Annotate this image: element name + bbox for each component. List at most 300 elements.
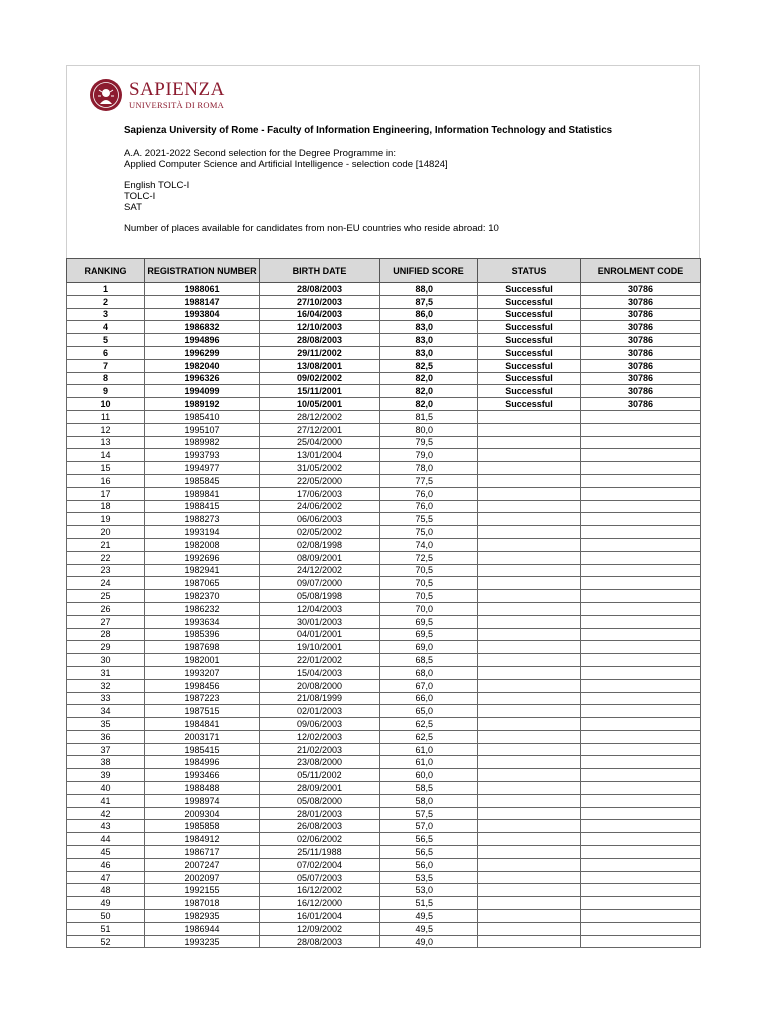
- cell-enrolment-code: [581, 564, 701, 577]
- cell-status: [478, 756, 581, 769]
- cell-unified-score: 57,0: [380, 820, 478, 833]
- cell-ranking: 19: [67, 513, 145, 526]
- cell-birth-date: 13/01/2004: [260, 449, 380, 462]
- cell-ranking: 9: [67, 385, 145, 398]
- cell-enrolment-code: [581, 654, 701, 667]
- cell-registration-number: 1989841: [145, 487, 260, 500]
- cell-birth-date: 12/10/2003: [260, 321, 380, 334]
- cell-birth-date: 27/12/2001: [260, 423, 380, 436]
- cell-status: [478, 935, 581, 948]
- cell-unified-score: 70,5: [380, 564, 478, 577]
- cell-unified-score: 83,0: [380, 334, 478, 347]
- cell-enrolment-code: [581, 487, 701, 500]
- table-row: [67, 346, 701, 359]
- cell-status: [478, 423, 581, 436]
- cell-ranking: 13: [67, 436, 145, 449]
- cell-birth-date: 24/06/2002: [260, 500, 380, 513]
- cell-ranking: 3: [67, 308, 145, 321]
- cell-unified-score: 82,0: [380, 372, 478, 385]
- table-row: [67, 321, 701, 334]
- cell-enrolment-code: [581, 820, 701, 833]
- table-row: [67, 679, 701, 692]
- table-row: [67, 526, 701, 539]
- cell-birth-date: 27/10/2003: [260, 295, 380, 308]
- cell-ranking: 25: [67, 590, 145, 603]
- cell-enrolment-code: 30786: [581, 334, 701, 347]
- cell-enrolment-code: [581, 705, 701, 718]
- cell-ranking: 44: [67, 833, 145, 846]
- cell-birth-date: 23/08/2000: [260, 756, 380, 769]
- cell-birth-date: 26/08/2003: [260, 820, 380, 833]
- cell-birth-date: 12/04/2003: [260, 602, 380, 615]
- cell-unified-score: 82,0: [380, 385, 478, 398]
- cell-enrolment-code: [581, 666, 701, 679]
- cell-unified-score: 49,0: [380, 935, 478, 948]
- cell-unified-score: 87,5: [380, 295, 478, 308]
- cell-enrolment-code: [581, 577, 701, 590]
- cell-ranking: 52: [67, 935, 145, 948]
- table-row: [67, 372, 701, 385]
- cell-unified-score: 49,5: [380, 922, 478, 935]
- cell-ranking: 37: [67, 743, 145, 756]
- cell-registration-number: 1984996: [145, 756, 260, 769]
- cell-enrolment-code: 30786: [581, 372, 701, 385]
- cell-status: [478, 884, 581, 897]
- col-ranking: RANKING: [67, 259, 145, 283]
- table-row: [67, 474, 701, 487]
- cell-enrolment-code: [581, 538, 701, 551]
- cell-status: [478, 590, 581, 603]
- cell-unified-score: 75,0: [380, 526, 478, 539]
- table-row: [67, 692, 701, 705]
- logo-name: SAPIENZA: [129, 79, 225, 100]
- cell-status: [478, 794, 581, 807]
- cell-registration-number: 1993466: [145, 769, 260, 782]
- cell-ranking: 34: [67, 705, 145, 718]
- cell-registration-number: 1998974: [145, 794, 260, 807]
- cell-status: [478, 910, 581, 923]
- cell-ranking: 36: [67, 730, 145, 743]
- cell-unified-score: 56,5: [380, 846, 478, 859]
- cell-status: Successful: [478, 359, 581, 372]
- cell-birth-date: 12/02/2003: [260, 730, 380, 743]
- cell-birth-date: 16/12/2002: [260, 884, 380, 897]
- cell-ranking: 28: [67, 628, 145, 641]
- table-row: [67, 359, 701, 372]
- cell-ranking: 12: [67, 423, 145, 436]
- cell-unified-score: 56,5: [380, 833, 478, 846]
- cell-status: Successful: [478, 346, 581, 359]
- cell-birth-date: 09/07/2000: [260, 577, 380, 590]
- cell-registration-number: 1985858: [145, 820, 260, 833]
- cell-birth-date: 28/08/2003: [260, 935, 380, 948]
- cell-unified-score: 53,5: [380, 871, 478, 884]
- cell-birth-date: 02/08/1998: [260, 538, 380, 551]
- cell-unified-score: 88,0: [380, 283, 478, 296]
- cell-unified-score: 70,5: [380, 577, 478, 590]
- cell-unified-score: 82,5: [380, 359, 478, 372]
- cell-ranking: 4: [67, 321, 145, 334]
- cell-ranking: 21: [67, 538, 145, 551]
- cell-unified-score: 68,0: [380, 666, 478, 679]
- table-row: [67, 513, 701, 526]
- cell-status: [478, 449, 581, 462]
- cell-enrolment-code: [581, 513, 701, 526]
- cell-registration-number: 1993804: [145, 308, 260, 321]
- cell-unified-score: 67,0: [380, 679, 478, 692]
- cell-registration-number: 1986944: [145, 922, 260, 935]
- cell-status: Successful: [478, 308, 581, 321]
- cell-registration-number: 1993207: [145, 666, 260, 679]
- cell-enrolment-code: [581, 462, 701, 475]
- cell-birth-date: 17/06/2003: [260, 487, 380, 500]
- cell-birth-date: 04/01/2001: [260, 628, 380, 641]
- table-row: [67, 295, 701, 308]
- cell-registration-number: 1996326: [145, 372, 260, 385]
- cell-status: [478, 743, 581, 756]
- cell-status: [478, 679, 581, 692]
- cell-ranking: 18: [67, 500, 145, 513]
- cell-unified-score: 76,0: [380, 487, 478, 500]
- cell-ranking: 24: [67, 577, 145, 590]
- cell-status: [478, 730, 581, 743]
- cell-unified-score: 53,0: [380, 884, 478, 897]
- cell-enrolment-code: 30786: [581, 359, 701, 372]
- cell-unified-score: 70,5: [380, 590, 478, 603]
- table-body: [67, 283, 701, 948]
- cell-enrolment-code: [581, 436, 701, 449]
- cell-unified-score: 86,0: [380, 308, 478, 321]
- cell-unified-score: 72,5: [380, 551, 478, 564]
- cell-ranking: 15: [67, 462, 145, 475]
- cell-ranking: 32: [67, 679, 145, 692]
- cell-registration-number: 1987065: [145, 577, 260, 590]
- cell-registration-number: 1989192: [145, 398, 260, 411]
- cell-ranking: 41: [67, 794, 145, 807]
- cell-birth-date: 12/09/2002: [260, 922, 380, 935]
- cell-birth-date: 25/04/2000: [260, 436, 380, 449]
- cell-status: [478, 692, 581, 705]
- table-row: [67, 449, 701, 462]
- cell-ranking: 51: [67, 922, 145, 935]
- cell-registration-number: 1982008: [145, 538, 260, 551]
- cell-unified-score: 51,5: [380, 897, 478, 910]
- cell-registration-number: 1996299: [145, 346, 260, 359]
- cell-unified-score: 81,5: [380, 410, 478, 423]
- table-row: [67, 807, 701, 820]
- cell-unified-score: 56,0: [380, 858, 478, 871]
- cell-status: [478, 922, 581, 935]
- cell-status: Successful: [478, 398, 581, 411]
- cell-registration-number: 1985415: [145, 743, 260, 756]
- cell-status: [478, 846, 581, 859]
- cell-birth-date: 08/09/2001: [260, 551, 380, 564]
- cell-registration-number: 1986232: [145, 602, 260, 615]
- cell-ranking: 43: [67, 820, 145, 833]
- cell-unified-score: 61,0: [380, 743, 478, 756]
- cell-registration-number: 1994099: [145, 385, 260, 398]
- cell-registration-number: 1987515: [145, 705, 260, 718]
- cell-status: [478, 858, 581, 871]
- cell-birth-date: 16/12/2000: [260, 897, 380, 910]
- cell-status: [478, 513, 581, 526]
- cell-birth-date: 05/07/2003: [260, 871, 380, 884]
- cell-status: Successful: [478, 372, 581, 385]
- cell-enrolment-code: [581, 692, 701, 705]
- cell-birth-date: 05/11/2002: [260, 769, 380, 782]
- cell-birth-date: 25/11/1988: [260, 846, 380, 859]
- table-row: [67, 423, 701, 436]
- table-row: [67, 564, 701, 577]
- table-row: [67, 334, 701, 347]
- cell-enrolment-code: [581, 641, 701, 654]
- cell-enrolment-code: [581, 526, 701, 539]
- cell-birth-date: 15/04/2003: [260, 666, 380, 679]
- cell-status: [478, 718, 581, 731]
- table-row: [67, 794, 701, 807]
- cell-status: Successful: [478, 321, 581, 334]
- test-sat: SAT: [124, 202, 142, 213]
- cell-status: [478, 782, 581, 795]
- cell-registration-number: 1993194: [145, 526, 260, 539]
- cell-status: [478, 526, 581, 539]
- cell-ranking: 29: [67, 641, 145, 654]
- table-row: [67, 705, 701, 718]
- cell-registration-number: 1982935: [145, 910, 260, 923]
- cell-unified-score: 78,0: [380, 462, 478, 475]
- cell-registration-number: 2007247: [145, 858, 260, 871]
- table-row: [67, 730, 701, 743]
- cell-ranking: 2: [67, 295, 145, 308]
- cell-registration-number: 1988415: [145, 500, 260, 513]
- table-row: [67, 487, 701, 500]
- col-registration-number: REGISTRATION NUMBER: [145, 259, 260, 283]
- cell-registration-number: 1994896: [145, 334, 260, 347]
- table-row: [67, 743, 701, 756]
- table-row: [67, 769, 701, 782]
- test-english-tolc: English TOLC-I: [124, 180, 190, 191]
- cell-status: [478, 820, 581, 833]
- logo-subtitle: UNIVERSITÀ DI ROMA: [129, 100, 225, 110]
- cell-enrolment-code: [581, 423, 701, 436]
- cell-enrolment-code: [581, 449, 701, 462]
- table-row: [67, 538, 701, 551]
- cell-ranking: 22: [67, 551, 145, 564]
- cell-birth-date: 29/11/2002: [260, 346, 380, 359]
- test-tolc: TOLC-I: [124, 191, 156, 202]
- cell-registration-number: 1985410: [145, 410, 260, 423]
- cell-enrolment-code: [581, 782, 701, 795]
- cell-enrolment-code: [581, 679, 701, 692]
- cell-status: [478, 871, 581, 884]
- ranking-table: [66, 258, 701, 948]
- cell-registration-number: 1982001: [145, 654, 260, 667]
- cell-birth-date: 07/02/2004: [260, 858, 380, 871]
- cell-registration-number: 2009304: [145, 807, 260, 820]
- cell-ranking: 35: [67, 718, 145, 731]
- cell-enrolment-code: 30786: [581, 321, 701, 334]
- cell-enrolment-code: [581, 897, 701, 910]
- cell-registration-number: 1987223: [145, 692, 260, 705]
- cell-ranking: 11: [67, 410, 145, 423]
- cell-birth-date: 20/08/2000: [260, 679, 380, 692]
- cell-ranking: 6: [67, 346, 145, 359]
- cell-unified-score: 60,0: [380, 769, 478, 782]
- cell-ranking: 40: [67, 782, 145, 795]
- cell-birth-date: 19/10/2001: [260, 641, 380, 654]
- cell-enrolment-code: 30786: [581, 283, 701, 296]
- cell-unified-score: 58,5: [380, 782, 478, 795]
- cell-enrolment-code: [581, 500, 701, 513]
- table-row: [67, 462, 701, 475]
- cell-unified-score: 80,0: [380, 423, 478, 436]
- sapienza-logo: [89, 77, 225, 113]
- cell-status: [478, 769, 581, 782]
- table-row: [67, 858, 701, 871]
- cell-status: Successful: [478, 334, 581, 347]
- table-row: [67, 782, 701, 795]
- cell-registration-number: 1984912: [145, 833, 260, 846]
- table-row: [67, 283, 701, 296]
- header-text: [124, 125, 612, 234]
- table-row: [67, 436, 701, 449]
- table-row: [67, 398, 701, 411]
- cell-birth-date: 22/05/2000: [260, 474, 380, 487]
- cell-status: [478, 436, 581, 449]
- cell-unified-score: 65,0: [380, 705, 478, 718]
- cell-ranking: 30: [67, 654, 145, 667]
- cell-birth-date: 09/02/2002: [260, 372, 380, 385]
- table-row: [67, 590, 701, 603]
- table-row: [67, 551, 701, 564]
- cell-enrolment-code: [581, 922, 701, 935]
- document-header: [66, 65, 700, 258]
- table-row: [67, 884, 701, 897]
- cell-registration-number: 1998456: [145, 679, 260, 692]
- cell-enrolment-code: 30786: [581, 398, 701, 411]
- cell-ranking: 48: [67, 884, 145, 897]
- cell-status: [478, 410, 581, 423]
- cell-status: [478, 462, 581, 475]
- cell-status: [478, 538, 581, 551]
- cell-ranking: 49: [67, 897, 145, 910]
- cell-ranking: 31: [67, 666, 145, 679]
- cell-enrolment-code: [581, 871, 701, 884]
- table-row: [67, 756, 701, 769]
- cell-unified-score: 83,0: [380, 321, 478, 334]
- cell-registration-number: 2003171: [145, 730, 260, 743]
- cell-birth-date: 06/06/2003: [260, 513, 380, 526]
- sapienza-seal-icon: [89, 78, 123, 112]
- cell-unified-score: 62,5: [380, 730, 478, 743]
- table-row: [67, 897, 701, 910]
- cell-birth-date: 09/06/2003: [260, 718, 380, 731]
- table-row: [67, 641, 701, 654]
- selection-line: A.A. 2021-2022 Second selection for the Degree Programme in:: [124, 148, 396, 159]
- cell-ranking: 47: [67, 871, 145, 884]
- cell-birth-date: 16/01/2004: [260, 910, 380, 923]
- cell-unified-score: 57,5: [380, 807, 478, 820]
- cell-registration-number: 1988488: [145, 782, 260, 795]
- cell-ranking: 14: [67, 449, 145, 462]
- cell-status: [478, 474, 581, 487]
- cell-status: [478, 897, 581, 910]
- table-row: [67, 846, 701, 859]
- cell-enrolment-code: [581, 551, 701, 564]
- cell-registration-number: 1985845: [145, 474, 260, 487]
- cell-birth-date: 24/12/2002: [260, 564, 380, 577]
- cell-registration-number: 1986832: [145, 321, 260, 334]
- cell-registration-number: 1995107: [145, 423, 260, 436]
- cell-enrolment-code: [581, 756, 701, 769]
- cell-status: [478, 577, 581, 590]
- cell-status: [478, 705, 581, 718]
- table-row: [67, 500, 701, 513]
- cell-status: [478, 500, 581, 513]
- cell-registration-number: 1993634: [145, 615, 260, 628]
- cell-enrolment-code: [581, 410, 701, 423]
- cell-unified-score: 82,0: [380, 398, 478, 411]
- cell-status: [478, 487, 581, 500]
- cell-enrolment-code: 30786: [581, 308, 701, 321]
- cell-enrolment-code: [581, 628, 701, 641]
- table-header-row: [67, 259, 701, 283]
- cell-registration-number: 1988273: [145, 513, 260, 526]
- cell-ranking: 20: [67, 526, 145, 539]
- cell-birth-date: 28/01/2003: [260, 807, 380, 820]
- cell-status: Successful: [478, 295, 581, 308]
- table-row: [67, 615, 701, 628]
- cell-ranking: 5: [67, 334, 145, 347]
- cell-birth-date: 22/01/2002: [260, 654, 380, 667]
- cell-registration-number: 1994977: [145, 462, 260, 475]
- cell-status: [478, 551, 581, 564]
- cell-enrolment-code: [581, 718, 701, 731]
- table-row: [67, 577, 701, 590]
- cell-ranking: 10: [67, 398, 145, 411]
- cell-enrolment-code: [581, 884, 701, 897]
- table-row: [67, 718, 701, 731]
- cell-ranking: 50: [67, 910, 145, 923]
- cell-registration-number: 1992155: [145, 884, 260, 897]
- cell-birth-date: 02/05/2002: [260, 526, 380, 539]
- cell-enrolment-code: [581, 833, 701, 846]
- cell-birth-date: 28/08/2003: [260, 334, 380, 347]
- cell-enrolment-code: [581, 807, 701, 820]
- cell-enrolment-code: [581, 590, 701, 603]
- cell-ranking: 46: [67, 858, 145, 871]
- table-row: [67, 654, 701, 667]
- cell-unified-score: 74,0: [380, 538, 478, 551]
- cell-registration-number: 1982370: [145, 590, 260, 603]
- cell-status: [478, 602, 581, 615]
- cell-unified-score: 66,0: [380, 692, 478, 705]
- document-title: Sapienza University of Rome - Faculty of Information Engineering, Information Technology and Statistics: [124, 125, 613, 136]
- cell-unified-score: 79,0: [380, 449, 478, 462]
- cell-registration-number: 1984841: [145, 718, 260, 731]
- cell-unified-score: 70,0: [380, 602, 478, 615]
- table-row: [67, 666, 701, 679]
- cell-birth-date: 13/08/2001: [260, 359, 380, 372]
- cell-birth-date: 05/08/1998: [260, 590, 380, 603]
- cell-enrolment-code: [581, 794, 701, 807]
- table-row: [67, 871, 701, 884]
- table-row: [67, 602, 701, 615]
- cell-unified-score: 68,5: [380, 654, 478, 667]
- cell-registration-number: 1989982: [145, 436, 260, 449]
- cell-registration-number: 1988061: [145, 283, 260, 296]
- cell-unified-score: 49,5: [380, 910, 478, 923]
